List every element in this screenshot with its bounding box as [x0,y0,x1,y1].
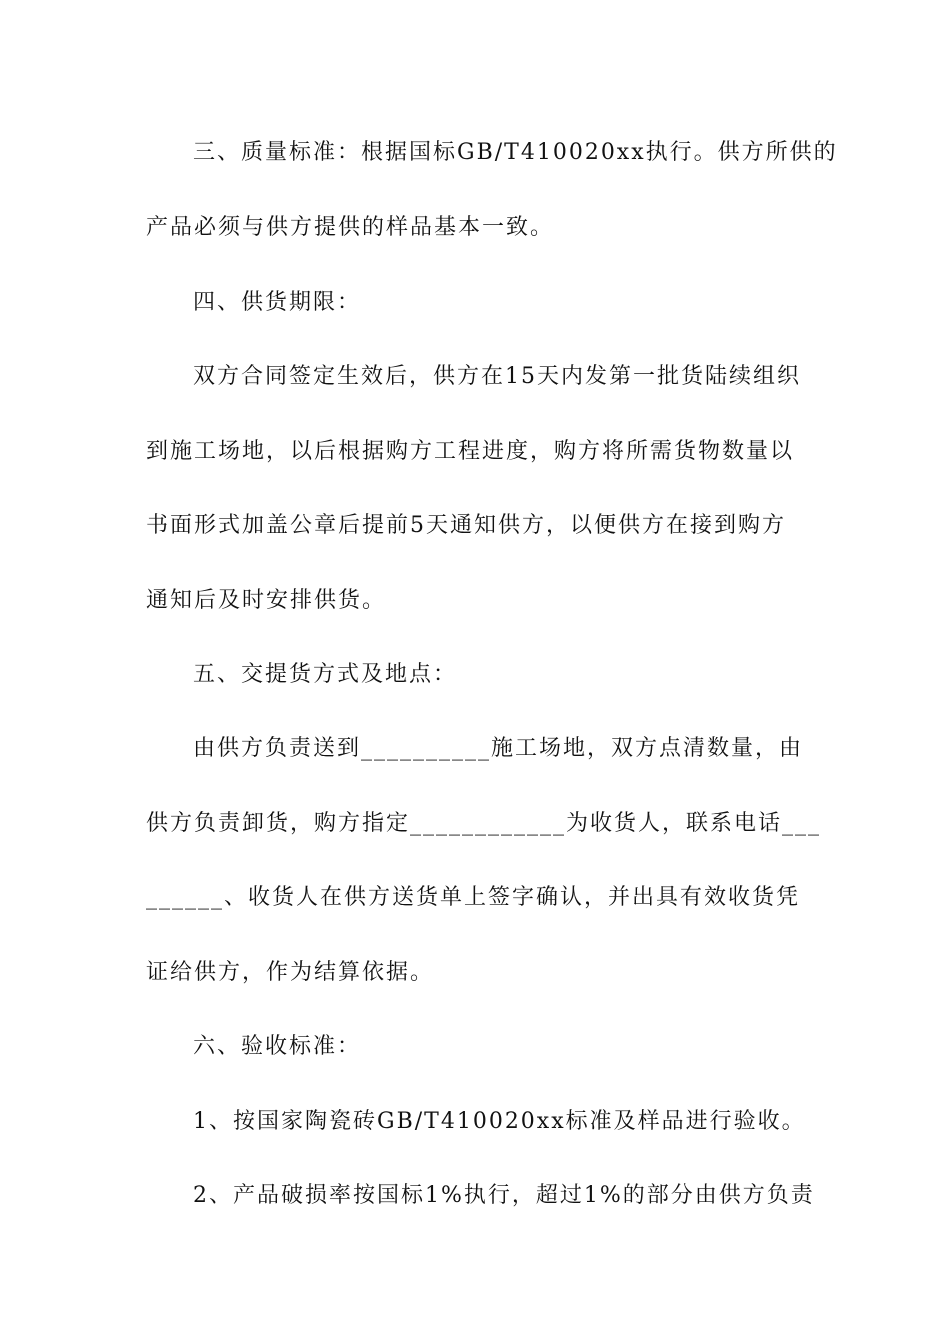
section-heading: 五、交提货方式及地点： [193,662,458,687]
list-item: 1、按国家陶瓷砖GB/T410020xx标准及样品进行验收。 [193,1109,806,1134]
paragraph-line: 到施工场地，以后根据购方工程进度，购方将所需货物数量以 [146,439,795,464]
paragraph-line: 产品必须与供方提供的样品基本一致。 [146,215,555,240]
list-item: 2、产品破损率按国标1%执行，超过1%的部分由供方负责 [193,1183,815,1208]
paragraph-line: 三、质量标准：根据国标GB/T410020xx执行。供方所供的 [193,140,838,165]
section-heading: 四、供货期限： [193,290,362,315]
section-heading: 六、验收标准： [193,1034,362,1059]
paragraph-line: 由供方负责送到__________施工场地，双方点清数量，由 [193,736,804,761]
paragraph-line: 书面形式加盖公章后提前5天通知供方，以便供方在接到购方 [146,513,786,538]
paragraph-line: 供方负责卸货，购方指定____________为收货人，联系电话___ [146,811,822,836]
paragraph-line: 通知后及时安排供货。 [146,588,387,613]
paragraph-line: ______、收货人在供方送货单上签字确认，并出具有效收货凭 [146,885,801,910]
paragraph-line: 证给供方，作为结算依据。 [146,960,435,985]
paragraph-line: 双方合同签定生效后，供方在15天内发第一批货陆续组织 [193,364,801,389]
